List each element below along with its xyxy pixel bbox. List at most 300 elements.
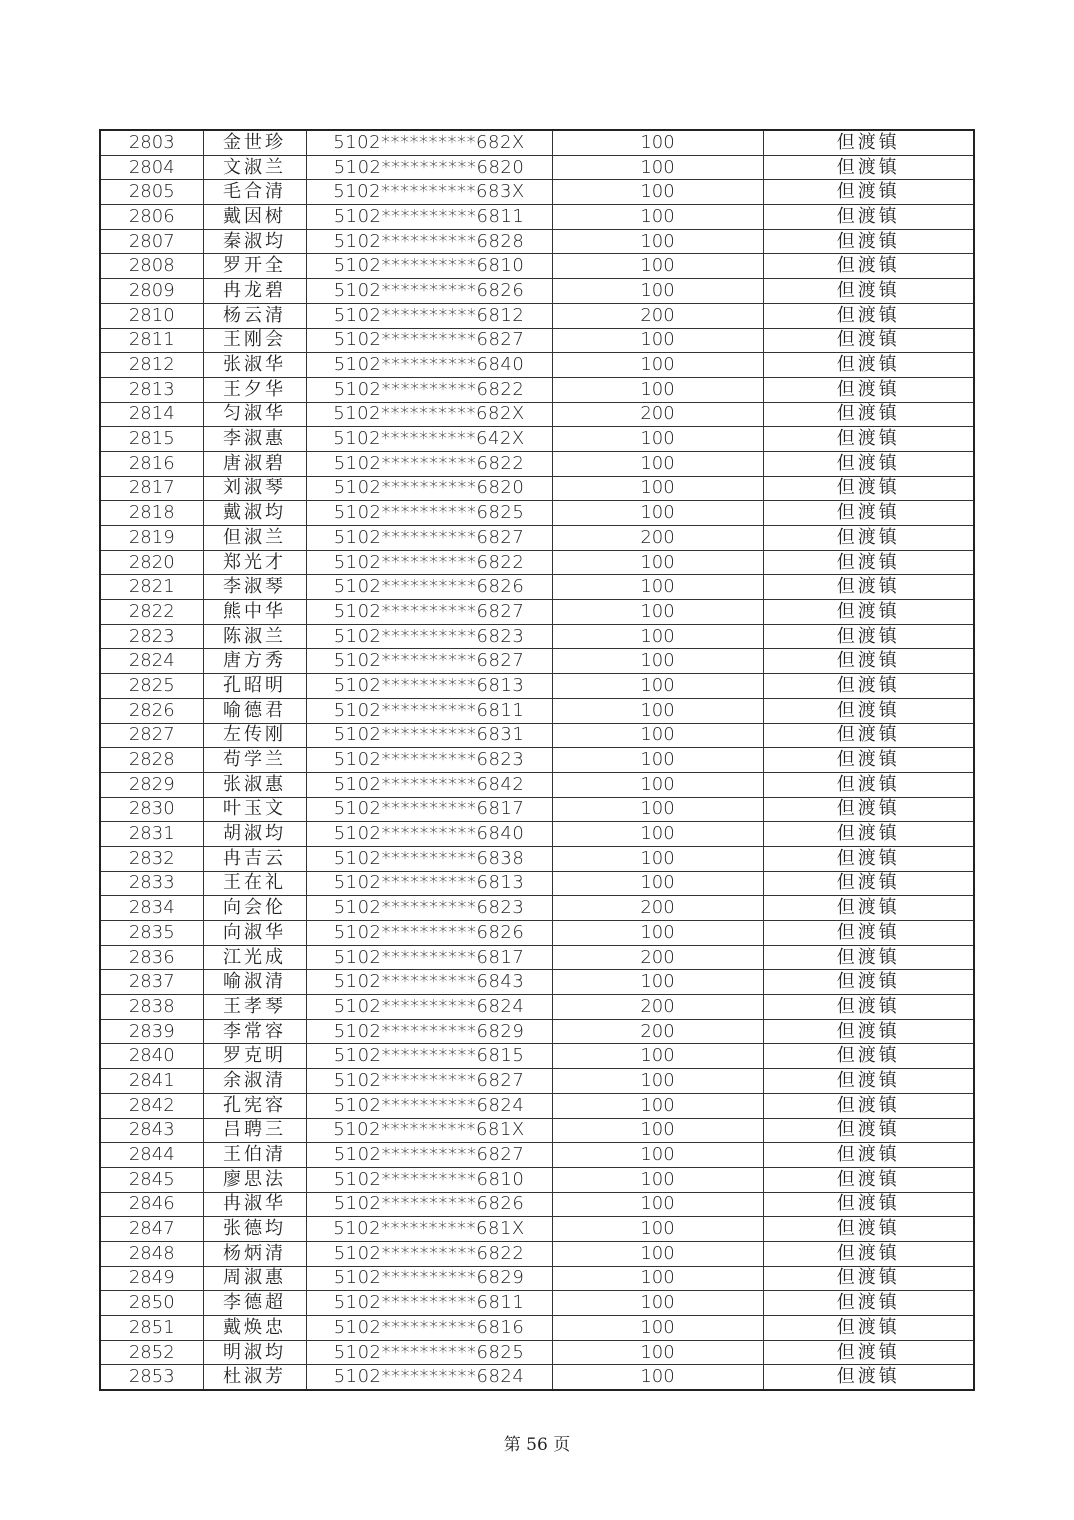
- town-cell: 但渡镇: [763, 797, 974, 822]
- amount-cell: 100: [552, 846, 763, 871]
- name-cell: 孔昭明: [203, 674, 306, 699]
- name-cell: 冉龙碧: [203, 279, 306, 304]
- town-cell: 但渡镇: [763, 921, 974, 946]
- name-cell: 金世珍: [203, 130, 306, 155]
- amount-cell: 200: [552, 402, 763, 427]
- town-cell: 但渡镇: [763, 130, 974, 155]
- serial-cell: 2843: [100, 1118, 203, 1143]
- amount-cell: 100: [552, 1143, 763, 1168]
- name-cell: 喻淑清: [203, 970, 306, 995]
- serial-cell: 2831: [100, 822, 203, 847]
- name-cell: 王刚会: [203, 328, 306, 353]
- town-cell: 但渡镇: [763, 526, 974, 551]
- amount-cell: 100: [552, 1167, 763, 1192]
- town-cell: 但渡镇: [763, 229, 974, 254]
- id-number-cell: 5102**********6824: [306, 1365, 552, 1390]
- amount-cell: 100: [552, 871, 763, 896]
- name-cell: 王伯清: [203, 1143, 306, 1168]
- amount-cell: 100: [552, 180, 763, 205]
- amount-cell: 100: [552, 748, 763, 773]
- town-cell: 但渡镇: [763, 402, 974, 427]
- town-cell: 但渡镇: [763, 328, 974, 353]
- id-number-cell: 5102**********6815: [306, 1044, 552, 1069]
- town-cell: 但渡镇: [763, 649, 974, 674]
- amount-cell: 100: [552, 550, 763, 575]
- serial-cell: 2819: [100, 526, 203, 551]
- id-number-cell: 5102**********6826: [306, 1192, 552, 1217]
- table-row: [100, 451, 974, 476]
- table-row: [100, 427, 974, 452]
- id-number-cell: 5102**********6838: [306, 846, 552, 871]
- name-cell: 左传刚: [203, 723, 306, 748]
- amount-cell: 100: [552, 970, 763, 995]
- table-row: [100, 1019, 974, 1044]
- amount-cell: 100: [552, 1316, 763, 1341]
- amount-cell: 100: [552, 155, 763, 180]
- id-number-cell: 5102**********6823: [306, 624, 552, 649]
- serial-cell: 2821: [100, 575, 203, 600]
- id-number-cell: 5102**********682X: [306, 130, 552, 155]
- table-row: [100, 501, 974, 526]
- name-cell: 廖思法: [203, 1167, 306, 1192]
- town-cell: 但渡镇: [763, 501, 974, 526]
- id-number-cell: 5102**********6817: [306, 945, 552, 970]
- table-row: [100, 748, 974, 773]
- town-cell: 但渡镇: [763, 723, 974, 748]
- table-row: [100, 353, 974, 378]
- table-row: [100, 1316, 974, 1341]
- amount-cell: 100: [552, 575, 763, 600]
- table-row: [100, 698, 974, 723]
- id-number-cell: 5102**********6811: [306, 205, 552, 230]
- amount-cell: 100: [552, 501, 763, 526]
- amount-cell: 100: [552, 1093, 763, 1118]
- amount-cell: 100: [552, 723, 763, 748]
- amount-cell: 200: [552, 526, 763, 551]
- serial-cell: 2818: [100, 501, 203, 526]
- name-cell: 冉淑华: [203, 1192, 306, 1217]
- amount-cell: 100: [552, 1044, 763, 1069]
- serial-cell: 2807: [100, 229, 203, 254]
- name-cell: 向会伦: [203, 896, 306, 921]
- serial-cell: 2803: [100, 130, 203, 155]
- serial-cell: 2822: [100, 600, 203, 625]
- name-cell: 罗开全: [203, 254, 306, 279]
- table-row: [100, 205, 974, 230]
- id-number-cell: 5102**********683X: [306, 180, 552, 205]
- name-cell: 杜淑芳: [203, 1365, 306, 1390]
- id-number-cell: 5102**********6816: [306, 1316, 552, 1341]
- table-row: [100, 1241, 974, 1266]
- name-cell: 戴淑均: [203, 501, 306, 526]
- amount-cell: 100: [552, 476, 763, 501]
- town-cell: 但渡镇: [763, 1266, 974, 1291]
- name-cell: 张德均: [203, 1217, 306, 1242]
- roster-table: [99, 129, 975, 1391]
- name-cell: 熊中华: [203, 600, 306, 625]
- amount-cell: 100: [552, 1192, 763, 1217]
- amount-cell: 100: [552, 427, 763, 452]
- amount-cell: 200: [552, 945, 763, 970]
- table-row: [100, 871, 974, 896]
- name-cell: 李淑惠: [203, 427, 306, 452]
- town-cell: 但渡镇: [763, 772, 974, 797]
- town-cell: 但渡镇: [763, 1365, 974, 1390]
- amount-cell: 100: [552, 130, 763, 155]
- serial-cell: 2835: [100, 921, 203, 946]
- id-number-cell: 5102**********6822: [306, 377, 552, 402]
- id-number-cell: 5102**********6842: [306, 772, 552, 797]
- serial-cell: 2812: [100, 353, 203, 378]
- serial-cell: 2815: [100, 427, 203, 452]
- serial-cell: 2808: [100, 254, 203, 279]
- name-cell: 罗克明: [203, 1044, 306, 1069]
- town-cell: 但渡镇: [763, 279, 974, 304]
- id-number-cell: 5102**********6811: [306, 698, 552, 723]
- town-cell: 但渡镇: [763, 970, 974, 995]
- amount-cell: 200: [552, 995, 763, 1020]
- name-cell: 但淑兰: [203, 526, 306, 551]
- id-number-cell: 5102**********6823: [306, 748, 552, 773]
- town-cell: 但渡镇: [763, 1192, 974, 1217]
- amount-cell: 100: [552, 772, 763, 797]
- page-number: 第 56 页: [503, 1435, 571, 1455]
- name-cell: 苟学兰: [203, 748, 306, 773]
- town-cell: 但渡镇: [763, 550, 974, 575]
- serial-cell: 2820: [100, 550, 203, 575]
- serial-cell: 2829: [100, 772, 203, 797]
- serial-cell: 2842: [100, 1093, 203, 1118]
- town-cell: 但渡镇: [763, 698, 974, 723]
- table-row: [100, 1192, 974, 1217]
- table-row: [100, 229, 974, 254]
- amount-cell: 100: [552, 1340, 763, 1365]
- name-cell: 戴因树: [203, 205, 306, 230]
- id-number-cell: 5102**********6825: [306, 501, 552, 526]
- town-cell: 但渡镇: [763, 624, 974, 649]
- serial-cell: 2804: [100, 155, 203, 180]
- id-number-cell: 5102**********6827: [306, 526, 552, 551]
- serial-cell: 2840: [100, 1044, 203, 1069]
- town-cell: 但渡镇: [763, 1019, 974, 1044]
- table-row: [100, 526, 974, 551]
- table-row: [100, 1266, 974, 1291]
- town-cell: 但渡镇: [763, 846, 974, 871]
- town-cell: 但渡镇: [763, 476, 974, 501]
- table-row: [100, 846, 974, 871]
- serial-cell: 2847: [100, 1217, 203, 1242]
- town-cell: 但渡镇: [763, 254, 974, 279]
- name-cell: 文淑兰: [203, 155, 306, 180]
- amount-cell: 200: [552, 1019, 763, 1044]
- id-number-cell: 5102**********6831: [306, 723, 552, 748]
- town-cell: 但渡镇: [763, 377, 974, 402]
- serial-cell: 2830: [100, 797, 203, 822]
- amount-cell: 200: [552, 896, 763, 921]
- id-number-cell: 5102**********681X: [306, 1217, 552, 1242]
- town-cell: 但渡镇: [763, 353, 974, 378]
- serial-cell: 2817: [100, 476, 203, 501]
- table-row: [100, 1069, 974, 1094]
- table-row: [100, 995, 974, 1020]
- id-number-cell: 5102**********6840: [306, 353, 552, 378]
- table-row: [100, 328, 974, 353]
- town-cell: 但渡镇: [763, 896, 974, 921]
- amount-cell: 100: [552, 1069, 763, 1094]
- amount-cell: 100: [552, 1291, 763, 1316]
- town-cell: 但渡镇: [763, 600, 974, 625]
- name-cell: 李淑琴: [203, 575, 306, 600]
- table-row: [100, 945, 974, 970]
- table-row: [100, 1217, 974, 1242]
- serial-cell: 2828: [100, 748, 203, 773]
- table-row: [100, 155, 974, 180]
- amount-cell: 100: [552, 205, 763, 230]
- name-cell: 王孝琴: [203, 995, 306, 1020]
- name-cell: 余淑清: [203, 1069, 306, 1094]
- amount-cell: 100: [552, 797, 763, 822]
- serial-cell: 2806: [100, 205, 203, 230]
- name-cell: 张淑华: [203, 353, 306, 378]
- id-number-cell: 5102**********6826: [306, 575, 552, 600]
- table-row: [100, 723, 974, 748]
- name-cell: 陈淑兰: [203, 624, 306, 649]
- name-cell: 戴焕忠: [203, 1316, 306, 1341]
- serial-cell: 2841: [100, 1069, 203, 1094]
- name-cell: 王夕华: [203, 377, 306, 402]
- serial-cell: 2832: [100, 846, 203, 871]
- table-row: [100, 402, 974, 427]
- id-number-cell: 5102**********6827: [306, 649, 552, 674]
- table-row: [100, 1167, 974, 1192]
- id-number-cell: 5102**********6822: [306, 1241, 552, 1266]
- id-number-cell: 5102**********6810: [306, 1167, 552, 1192]
- table-row: [100, 822, 974, 847]
- name-cell: 向淑华: [203, 921, 306, 946]
- id-number-cell: 5102**********6828: [306, 229, 552, 254]
- id-number-cell: 5102**********6813: [306, 871, 552, 896]
- serial-cell: 2816: [100, 451, 203, 476]
- town-cell: 但渡镇: [763, 945, 974, 970]
- id-number-cell: 5102**********6812: [306, 303, 552, 328]
- amount-cell: 100: [552, 822, 763, 847]
- table-row: [100, 254, 974, 279]
- town-cell: 但渡镇: [763, 1340, 974, 1365]
- id-number-cell: 5102**********642X: [306, 427, 552, 452]
- id-number-cell: 5102**********6827: [306, 1143, 552, 1168]
- town-cell: 但渡镇: [763, 205, 974, 230]
- serial-cell: 2814: [100, 402, 203, 427]
- table-row: [100, 624, 974, 649]
- table-row: [100, 303, 974, 328]
- town-cell: 但渡镇: [763, 995, 974, 1020]
- amount-cell: 100: [552, 1266, 763, 1291]
- town-cell: 但渡镇: [763, 871, 974, 896]
- serial-cell: 2810: [100, 303, 203, 328]
- name-cell: 毛合清: [203, 180, 306, 205]
- serial-cell: 2825: [100, 674, 203, 699]
- id-number-cell: 5102**********6827: [306, 1069, 552, 1094]
- town-cell: 但渡镇: [763, 674, 974, 699]
- town-cell: 但渡镇: [763, 155, 974, 180]
- town-cell: 但渡镇: [763, 1069, 974, 1094]
- amount-cell: 100: [552, 328, 763, 353]
- id-number-cell: 5102**********682X: [306, 402, 552, 427]
- table-row: [100, 377, 974, 402]
- table-row: [100, 1118, 974, 1143]
- id-number-cell: 5102**********6843: [306, 970, 552, 995]
- table-row: [100, 550, 974, 575]
- name-cell: 叶玉文: [203, 797, 306, 822]
- serial-cell: 2839: [100, 1019, 203, 1044]
- name-cell: 吕聘三: [203, 1118, 306, 1143]
- serial-cell: 2813: [100, 377, 203, 402]
- serial-cell: 2844: [100, 1143, 203, 1168]
- town-cell: 但渡镇: [763, 1291, 974, 1316]
- amount-cell: 100: [552, 674, 763, 699]
- serial-cell: 2849: [100, 1266, 203, 1291]
- id-number-cell: 5102**********6820: [306, 155, 552, 180]
- serial-cell: 2851: [100, 1316, 203, 1341]
- name-cell: 孔宪容: [203, 1093, 306, 1118]
- name-cell: 唐方秀: [203, 649, 306, 674]
- serial-cell: 2823: [100, 624, 203, 649]
- town-cell: 但渡镇: [763, 1143, 974, 1168]
- amount-cell: 200: [552, 303, 763, 328]
- name-cell: 周淑惠: [203, 1266, 306, 1291]
- name-cell: 杨炳清: [203, 1241, 306, 1266]
- town-cell: 但渡镇: [763, 748, 974, 773]
- name-cell: 明淑均: [203, 1340, 306, 1365]
- town-cell: 但渡镇: [763, 1217, 974, 1242]
- table-row: [100, 921, 974, 946]
- name-cell: 杨云清: [203, 303, 306, 328]
- serial-cell: 2853: [100, 1365, 203, 1390]
- name-cell: 匀淑华: [203, 402, 306, 427]
- serial-cell: 2811: [100, 328, 203, 353]
- table-row: [100, 970, 974, 995]
- name-cell: 李德超: [203, 1291, 306, 1316]
- serial-cell: 2833: [100, 871, 203, 896]
- amount-cell: 100: [552, 1241, 763, 1266]
- name-cell: 刘淑琴: [203, 476, 306, 501]
- table-row: [100, 772, 974, 797]
- town-cell: 但渡镇: [763, 1241, 974, 1266]
- amount-cell: 100: [552, 649, 763, 674]
- amount-cell: 100: [552, 451, 763, 476]
- table-row: [100, 180, 974, 205]
- town-cell: 但渡镇: [763, 451, 974, 476]
- table-row: [100, 1291, 974, 1316]
- town-cell: 但渡镇: [763, 180, 974, 205]
- id-number-cell: 5102**********6827: [306, 328, 552, 353]
- name-cell: 郑光才: [203, 550, 306, 575]
- table-row: [100, 1340, 974, 1365]
- table-row: [100, 600, 974, 625]
- id-number-cell: 5102**********6826: [306, 921, 552, 946]
- table-row: [100, 1044, 974, 1069]
- amount-cell: 100: [552, 229, 763, 254]
- serial-cell: 2827: [100, 723, 203, 748]
- name-cell: 胡淑均: [203, 822, 306, 847]
- amount-cell: 100: [552, 600, 763, 625]
- name-cell: 李常容: [203, 1019, 306, 1044]
- table-row: [100, 674, 974, 699]
- town-cell: 但渡镇: [763, 822, 974, 847]
- serial-cell: 2809: [100, 279, 203, 304]
- amount-cell: 100: [552, 254, 763, 279]
- id-number-cell: 5102**********6817: [306, 797, 552, 822]
- table-row: [100, 797, 974, 822]
- amount-cell: 100: [552, 1118, 763, 1143]
- id-number-cell: 5102**********6822: [306, 451, 552, 476]
- table-row: [100, 575, 974, 600]
- table-row: [100, 896, 974, 921]
- id-number-cell: 5102**********681X: [306, 1118, 552, 1143]
- table-row: [100, 279, 974, 304]
- name-cell: 冉吉云: [203, 846, 306, 871]
- name-cell: 江光成: [203, 945, 306, 970]
- name-cell: 唐淑碧: [203, 451, 306, 476]
- name-cell: 秦淑均: [203, 229, 306, 254]
- serial-cell: 2836: [100, 945, 203, 970]
- amount-cell: 100: [552, 698, 763, 723]
- id-number-cell: 5102**********6822: [306, 550, 552, 575]
- serial-cell: 2850: [100, 1291, 203, 1316]
- id-number-cell: 5102**********6811: [306, 1291, 552, 1316]
- id-number-cell: 5102**********6820: [306, 476, 552, 501]
- id-number-cell: 5102**********6826: [306, 279, 552, 304]
- table-row: [100, 130, 974, 155]
- name-cell: 王在礼: [203, 871, 306, 896]
- table-row: [100, 1143, 974, 1168]
- id-number-cell: 5102**********6825: [306, 1340, 552, 1365]
- id-number-cell: 5102**********6824: [306, 1093, 552, 1118]
- id-number-cell: 5102**********6827: [306, 600, 552, 625]
- town-cell: 但渡镇: [763, 303, 974, 328]
- table-row: [100, 649, 974, 674]
- table-row: [100, 1093, 974, 1118]
- amount-cell: 100: [552, 353, 763, 378]
- name-cell: 喻德君: [203, 698, 306, 723]
- amount-cell: 100: [552, 279, 763, 304]
- serial-cell: 2834: [100, 896, 203, 921]
- amount-cell: 100: [552, 377, 763, 402]
- town-cell: 但渡镇: [763, 1118, 974, 1143]
- id-number-cell: 5102**********6810: [306, 254, 552, 279]
- town-cell: 但渡镇: [763, 1316, 974, 1341]
- town-cell: 但渡镇: [763, 427, 974, 452]
- serial-cell: 2848: [100, 1241, 203, 1266]
- table-row: [100, 1365, 974, 1390]
- town-cell: 但渡镇: [763, 1093, 974, 1118]
- serial-cell: 2837: [100, 970, 203, 995]
- table-row: [100, 476, 974, 501]
- serial-cell: 2824: [100, 649, 203, 674]
- amount-cell: 100: [552, 1217, 763, 1242]
- serial-cell: 2805: [100, 180, 203, 205]
- id-number-cell: 5102**********6813: [306, 674, 552, 699]
- id-number-cell: 5102**********6829: [306, 1019, 552, 1044]
- amount-cell: 100: [552, 1365, 763, 1390]
- id-number-cell: 5102**********6829: [306, 1266, 552, 1291]
- amount-cell: 100: [552, 921, 763, 946]
- serial-cell: 2838: [100, 995, 203, 1020]
- serial-cell: 2846: [100, 1192, 203, 1217]
- roster-table-body: [100, 130, 974, 1390]
- id-number-cell: 5102**********6824: [306, 995, 552, 1020]
- serial-cell: 2826: [100, 698, 203, 723]
